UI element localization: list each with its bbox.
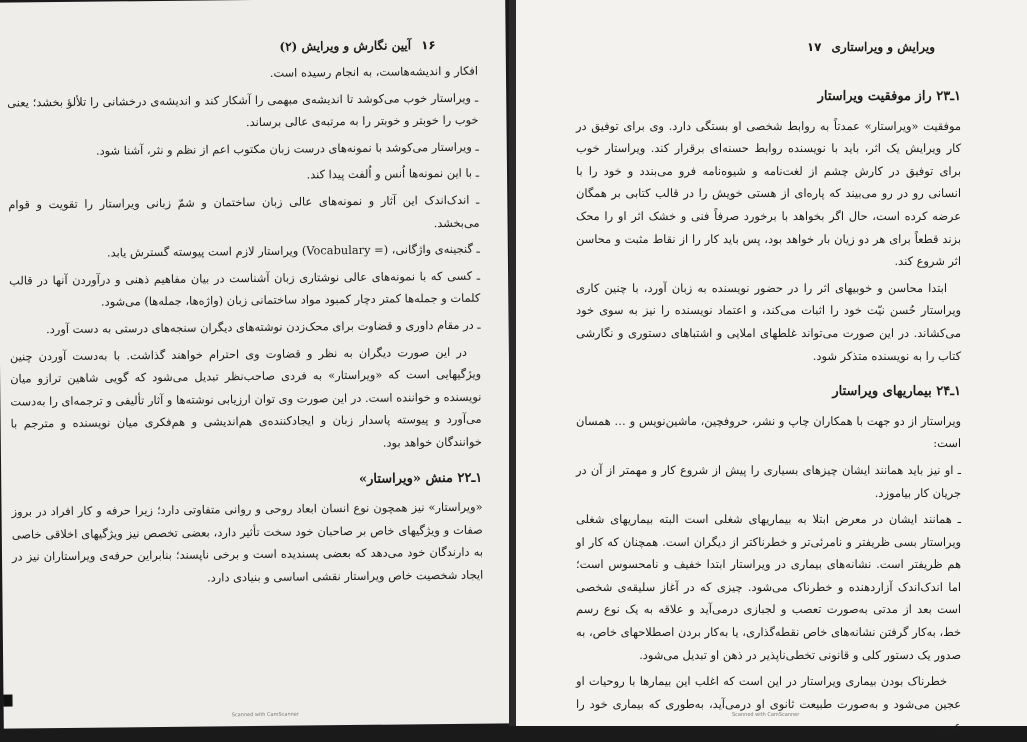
scan-corner-mark [3, 695, 12, 707]
paragraph: ـ گنجینه‌ی واژگانی، (= Vocabulary) ویراستار لازم است پیوسته گسترش یابد. [106, 241, 480, 260]
paragraph: افکار و اندیشه‌هاست، به انجام رسیده است. [269, 63, 479, 80]
left-page-body [7, 60, 484, 595]
section-paragraph: «ویراستار» نیز همچون نوع انسان ابعاد روحی و روانی متفاوتی دارد؛ زیرا حرفه و کار افراد در بروز صفات و ویژگیهای خاص بر صاحبان خود سخت تأثیر دارد، بعضی تخصص نیز ویژگیهای اخلاقی خاصی به دارندگان خود می‌دهد که بعضی پسندیده است و برخی ناپسند؛ بنابراین حرفه‌ی ویراستاران نیز در ایجاد شخصیت خاص ویراستار نقشی اساسی و بنیادی دارد. [11, 499, 484, 585]
scanner-footer: Scanned with CamScanner [231, 711, 299, 719]
right-page-body [576, 86, 961, 742]
paragraph: ـ همانند ایشان در معرض ابتلا به بیماریهای شغلی است البته بیماریهای شغلی ویراستار بسی ظریفتر و نامرئی‌تر و خطرناکتر از دیگران است. همچنان که کار او هم ظریفتر است. نشانه‌های بیماری در ویراستار ابتدا خفیف و نامحسوس است؛ اما اندک‌اندک آزاردهنده و خطرناک می‌شود. چیزی که در آغاز سلیقه‌ی شخصی است بعد از مدتی به‌صورت تعصب و لجبازی درمی‌آید و علاقه به یک نوع رسم خط، به‌کار گرفتن نشانه‌های خاص نقطه‌گذاری، یا به‌کار بردن اصطلاحهای خاص، به صدور یک دستور کلی و قانونی تخطی‌ناپذیر در ذهن او تبدیل می‌شود. [576, 512, 961, 662]
book-gutter [509, 0, 516, 726]
section-heading: ۱ـ۲۴ بیماریهای ویراستار [832, 384, 961, 400]
paragraph: ـ با این نمونه‌ها اُنس و اُلفت پیدا کند. [306, 166, 480, 182]
running-head [807, 40, 935, 54]
running-head-title: ویرایش و ویراستاری [831, 40, 935, 54]
running-head-title: آیین نگارش و ویرایش (۲) [279, 38, 412, 54]
paragraph: ـ اندک‌اندک این آثار و نمونه‌های عالی زبان ساختمان و شمّ زبانی ویراستار را تقویت و قوام می‌بخشد. [8, 192, 480, 230]
paragraph: ـ او نیز باید همانند ایشان چیزهای بسیاری را پیش از شروع کار و مهمتر از آن در جریان کار بیاموزد. [576, 462, 961, 500]
section-heading: ۱ـ۲۳ راز موفقیت ویراستار [817, 89, 961, 104]
paragraph: ویراستار از دو جهت با همکاران چاپ و نشر، حروفچین، ماشین‌نویس و … همسان است: [576, 413, 961, 451]
right-page [516, 0, 1027, 734]
paragraph: ـ کسی که با نمونه‌های عالی نوشتاری زبان آشناست در بیان مفاهیم ذهنی و درآوردن آنها در قالب کلمات و جمله‌ها کمتر دچار کمبود مواد ساختمانی زبان (واژه‌ها، جمله‌ها) می‌شود. [9, 268, 481, 309]
scanner-footer: Scanned with CamScanner [732, 712, 800, 718]
page-number: ۱۶ [420, 38, 436, 53]
paragraph: در این صورت دیگران به نظر و قضاوت وی احترام خواهند گذاشت. با به‌دست آوردن چنین ویژگیهایی است که «ویراستار» به فردی صاحب‌نظر تبدیل می‌شود که گویی شاهین ترازو میان نویسنده و خواننده است. در این صورت وی توان ارزیابی نوشته‌ها و آثار تألیفی و ترجمه‌ای را به‌دست می‌آورد و پیوسته پاسدار زبان و ایجادکننده‌ی هم‌اندیشی و هم‌فکری میان نویسنده و مترجم با خوانندگان خواهد بود. [9, 344, 482, 450]
running-head [279, 38, 435, 54]
paragraph: ـ ویراستار خوب می‌کوشد تا اندیشه‌ی مبهمی را آشکار کند و اندیشه‌ی درخشانی را تلألؤ بخشد؛ یعنی خوب را خوبتر و خوبتر را به مرتبه‌ی عالی برساند. [7, 90, 479, 130]
paragraph: ابتدا محاسن و خوبیهای اثر را در حضور نویسنده به زبان آورد، با چنین کاری ویراستار حُسن نیّت خود را اثبات می‌کند، و اعتماد نویسنده را نیز به سوی خود می‌کشاند. در این صورت می‌تواند غلطهای املایی و اشتباهای دستوری و نگارشی کتاب را به نویسنده متذکر شود. [576, 280, 961, 363]
paragraph: ـ ویراستار می‌کوشد با نمونه‌های درست زبان مکتوب اعم از نظم و نثر، آشنا شود. [95, 139, 479, 158]
left-page [0, 0, 513, 729]
paragraph: ـ در مقام داوری و قضاوت برای محک‌زدن نوشته‌های دیگران سنجه‌های درستی به دست آورد. [46, 317, 481, 337]
paragraph: خطرناک بودن بیماری ویراستار در این است که اغلب این بیمارها با روحیات او عجین می‌شود و به‌صورت طبیعت ثانوی او درمی‌آید، به‌طوری که بیماری خود را عین [576, 674, 961, 734]
page-number: ۱۷ [806, 40, 822, 54]
section-heading: ۱ـ۲۲ منش «ویراستار» [358, 470, 483, 487]
paragraph: موفقیت «ویراستار» عمدتاً به روابط شخصی او بستگی دارد. وی برای توفیق در کار ویرایش یک اثر، باید با نویسنده روابط حسنه‌ای برقرار کند. ویراستار خوب برای توفیق در کارش چشم از لغت‌نامه و شیوه‌نامه فرو می‌بندد و خود را با انسانی رو در رو می‌بیند که پاره‌ای از هستی خویش را در قالب کتابی بر همگان عرضه کرده است، حال اگر بخواهد با برخورد صرفاً فنی و خشک اثر او را محک بزند قطعاً برای هر دو زیان بار خواهد بود، پس باید کار را از نقاط مثبت و محاسن اثر شروع کند. [576, 118, 961, 269]
